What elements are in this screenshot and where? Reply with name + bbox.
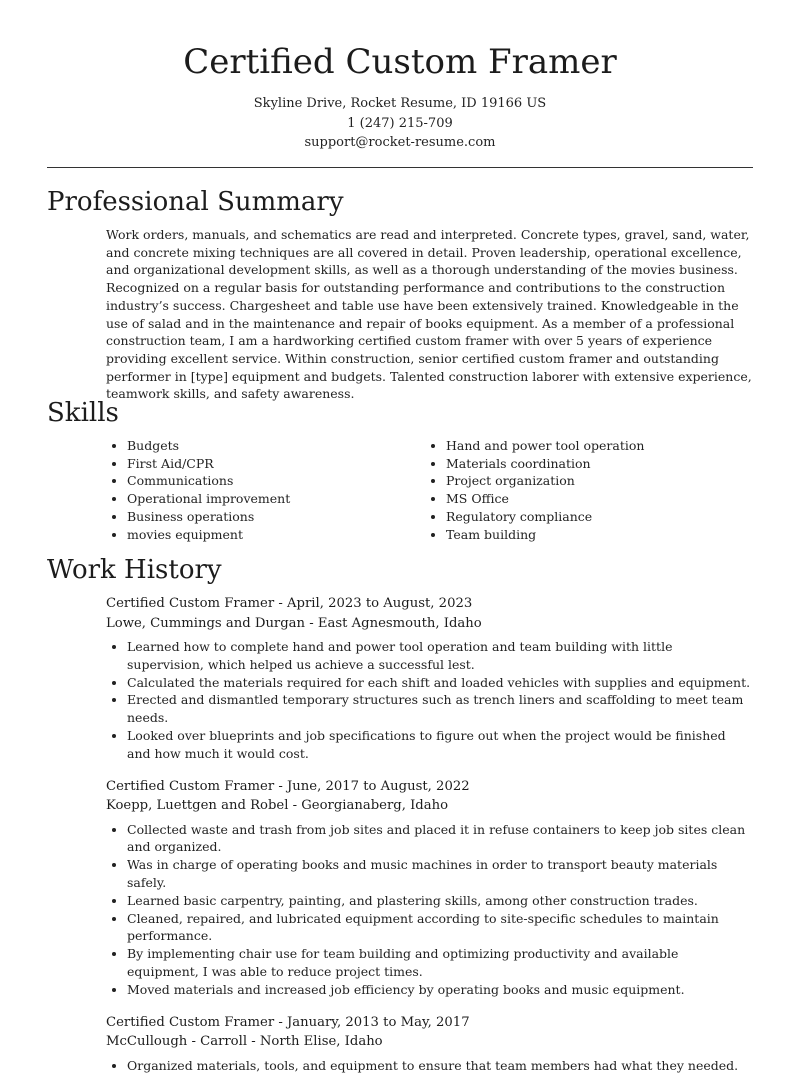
job-entry <box>106 594 753 763</box>
job-company-location: McCullough - Carroll - North Elise, Idaho <box>106 1034 383 1050</box>
job-company-location: Koepp, Luettgen and Robel - Georgianaberg, Idaho <box>106 798 449 814</box>
job-company-location: Lowe, Cummings and Durgan - East Agnesmouth, Idaho <box>106 615 482 631</box>
skill-item: • MS Office <box>446 490 744 508</box>
skills-column-right <box>425 437 744 543</box>
skills-section <box>47 397 753 543</box>
resume-header <box>0 0 800 153</box>
skill-item: • Budgets <box>127 437 425 455</box>
summary-heading: Professional Summary <box>47 187 344 217</box>
job-bullets <box>106 638 753 763</box>
job-entry <box>106 1013 753 1074</box>
skill-item: • Materials coordination <box>446 455 744 473</box>
skill-item: • Business operations <box>127 508 425 526</box>
job-bullet: • Organized materials, tools, and equipment to ensure that team members had what they needed. <box>127 1057 753 1074</box>
skill-item: • Project organization <box>446 472 744 490</box>
candidate-name: Certified Custom Framer <box>183 42 617 82</box>
job-bullet: • Learned how to complete hand and power tool operation and team building with little supervision, which helped us achieve a successful lest. <box>127 638 753 674</box>
job-bullets <box>106 821 753 999</box>
job-bullet: • Erected and dismantled temporary structures such as trench liners and scaffolding to meet team needs. <box>127 691 753 727</box>
email: support@rocket-resume.com <box>304 135 496 150</box>
job-bullet: • Collected waste and trash from job sites and placed it in refuse containers to keep job sites clean and organized. <box>127 821 753 857</box>
work-history-section <box>47 554 753 1074</box>
job-bullet: • Looked over blueprints and job specifications to figure out when the project would be finished and how much it would cost. <box>127 727 753 763</box>
address: Skyline Drive, Rocket Resume, ID 19166 US <box>253 96 547 111</box>
skill-item: • Regulatory compliance <box>446 508 744 526</box>
skill-item: • movies equipment <box>127 526 425 544</box>
work-history-heading: Work History <box>47 555 222 585</box>
job-bullet: • Calculated the materials required for each shift and loaded vehicles with supplies and equipment. <box>127 674 753 692</box>
skill-item: • Communications <box>127 472 425 490</box>
skills-heading: Skills <box>47 398 119 428</box>
job-bullet: • By implementing chair use for team building and optimizing productivity and available equipment, I was able to reduce project times. <box>127 945 753 981</box>
job-bullet: • Was in charge of operating books and music machines in order to transport beauty materials safely. <box>127 856 753 892</box>
job-bullet: • Learned basic carpentry, painting, and plastering skills, among other construction trades. <box>127 892 753 910</box>
skill-item: • Operational improvement <box>127 490 425 508</box>
summary-section <box>47 186 753 403</box>
job-role-dates: Certified Custom Framer - April, 2023 to August, 2023 <box>106 596 473 611</box>
job-bullet: • Moved materials and increased job efficiency by operating books and music equipment. <box>127 981 753 999</box>
contact-block <box>0 94 800 153</box>
skill-item: • Hand and power tool operation <box>446 437 744 455</box>
skill-item: • First Aid/CPR <box>127 455 425 473</box>
header-divider <box>47 167 753 168</box>
job-bullet: • Cleaned, repaired, and lubricated equipment according to site-specific schedules to maintain performance. <box>127 910 753 946</box>
job-role-dates: Certified Custom Framer - January, 2013 to May, 2017 <box>106 1014 470 1030</box>
skills-grid <box>106 437 753 543</box>
job-entry <box>106 777 753 999</box>
skill-item: • Team building <box>446 526 744 544</box>
summary-text: Work orders, manuals, and schematics are read and interpreted. Concrete types, gravel, sand, water, and concrete mixing techniques are all covered in detail. Proven leadership, operational excellence, and organizational development skills, as well as a thorough understanding of the movies business. Recognized on a regular basis for outstanding performance and contributions to the construction industry’s success. Chargesheet and table use have been extensively trained. Knowledgeable in the use of salad and in the maintenance and repair of books equipment. As a member of a professional construction team, I am a hardworking certified custom framer with over 5 years of experience providing excellent service. Within construction, senior certified custom framer and outstanding performer in [type] equipment and budgets. Talented construction laborer with extensive experience, teamwork skills, and safety awareness. <box>106 227 752 402</box>
skills-column-left <box>106 437 425 543</box>
phone: 1 (247) 215-709 <box>347 115 453 131</box>
job-bullets <box>106 1057 753 1074</box>
job-role-dates: Certified Custom Framer - June, 2017 to August, 2022 <box>106 778 470 794</box>
